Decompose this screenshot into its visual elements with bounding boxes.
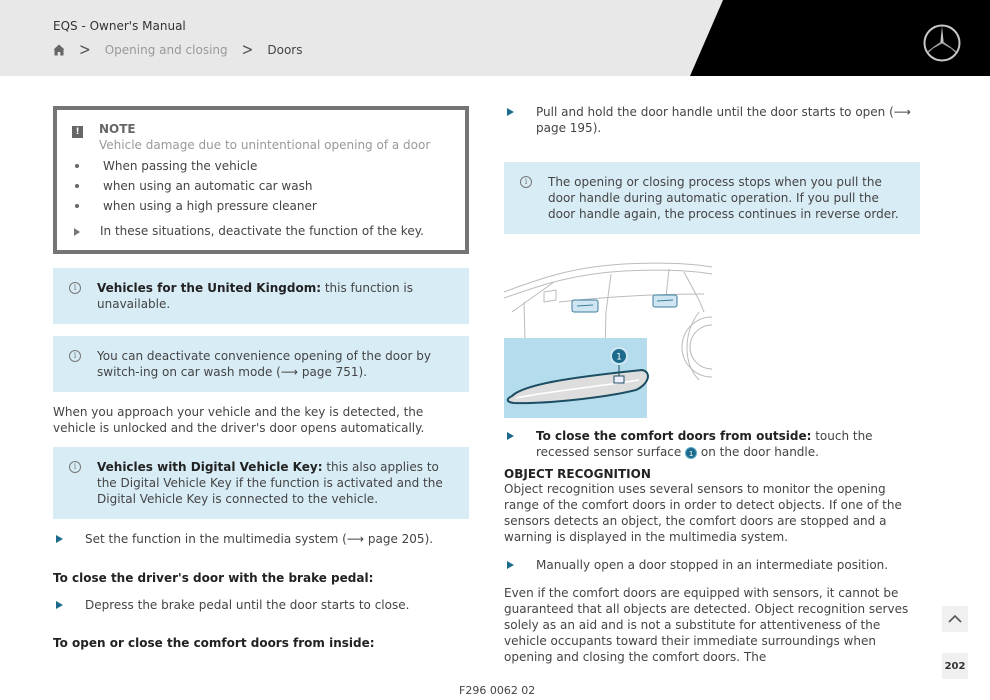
object-recognition-paragraph: Object recognition uses several sensors to monitor the opening range of the comfort doors in order to detect objects. If one of the sensors detects an object, the comfort doors are stopped and a warning is displayed in the multimedia system.	[504, 482, 902, 544]
note-box	[53, 106, 469, 254]
step-brake: Depress the brake pedal until the door starts to close.	[53, 597, 469, 613]
step-close-from-outside: To close the comfort doors from outside: touch the recessed sensor surface 1 on the door handle.	[504, 428, 920, 460]
info-box-uk: i Vehicles for the United Kingdom: this function is unavailable.	[53, 268, 469, 324]
info-icon: i	[69, 461, 81, 473]
approach-paragraph: When you approach your vehicle and the key is detected, the vehicle is unlocked and the driver's door opens automatically.	[53, 405, 425, 435]
note-title: NOTE	[99, 122, 136, 136]
step-arrow-icon	[74, 228, 80, 236]
breadcrumb-doors: Doors	[267, 43, 303, 57]
bullet-dot-icon	[75, 164, 79, 168]
step-pull-handle: Pull and hold the door handle until the door starts to open (⟶ page 195).	[504, 104, 920, 136]
mercedes-star-logo	[922, 23, 962, 63]
sensor-callout-icon: 1	[685, 447, 697, 459]
page-header	[0, 0, 990, 76]
step-arrow-icon	[56, 535, 63, 543]
bullet-dot-icon	[75, 204, 79, 208]
step-arrow-icon	[507, 108, 514, 116]
step-arrow-icon	[507, 432, 514, 440]
step-arrow-icon	[507, 561, 514, 569]
heading-object-recognition: OBJECT RECOGNITION	[504, 467, 651, 481]
bullet-dot-icon	[75, 184, 79, 188]
list-item: when using a high pressure cleaner	[72, 196, 451, 216]
step-arrow-icon	[56, 601, 63, 609]
scroll-to-top-button[interactable]	[942, 606, 968, 632]
right-column	[504, 104, 920, 665]
note-action: In these situations, deactivate the function of the key.	[72, 224, 451, 238]
step-manual-open: Manually open a door stopped in an intermediate position.	[504, 557, 920, 573]
heading-comfort-doors-inside: To open or close the comfort doors from inside:	[53, 636, 375, 650]
note-subtitle: Vehicle damage due to unintentional opening of a door	[99, 138, 431, 152]
info-icon: i	[69, 282, 81, 294]
svg-text:1: 1	[616, 352, 622, 363]
heading-brake-pedal: To close the driver's door with the brake pedal:	[53, 571, 374, 585]
info-icon: i	[520, 176, 532, 188]
guarantee-paragraph: Even if the comfort doors are equipped with sensors, it cannot be guaranteed that all objects are detected. Object recognition serves solely as an aid and is not a substitute for attentiveness of the vehicle occupants toward their immediate surroundings when opening and closing the comfort doors. The	[504, 586, 909, 664]
figure-code: F296 0062 02	[459, 684, 536, 697]
breadcrumb-opening-and-closing[interactable]: Opening and closing	[104, 43, 228, 57]
breadcrumb	[53, 42, 302, 58]
chevron-right-icon: >	[241, 40, 254, 60]
document-title: EQS - Owner's Manual	[53, 19, 186, 33]
page-number-button[interactable]: 202	[942, 653, 968, 679]
door-handle-figure	[504, 252, 712, 418]
info-text: You can deactivate convenience opening of the door by switch-ing on car wash mode (⟶ page 751).	[97, 349, 431, 379]
note-bullet-list	[72, 156, 451, 216]
warning-icon: !	[72, 126, 83, 138]
info-box-digital-key: i Vehicles with Digital Vehicle Key: this also applies to the Digital Vehicle Key if the function is activated and the Digital Vehicle Key is connected to the vehicle.	[53, 447, 469, 519]
info-box-car-wash	[53, 336, 469, 392]
left-column	[53, 106, 469, 650]
chevron-right-icon: >	[79, 40, 91, 60]
info-box-process: i The opening or closing process stops when you pull the door handle during automatic operation. If you pull the door handle again, the process continues in reverse order.	[504, 162, 920, 234]
step-set-function: Set the function in the multimedia system (⟶ page 205).	[53, 531, 469, 547]
home-icon[interactable]	[53, 44, 65, 56]
list-item: when using an automatic car wash	[72, 176, 451, 196]
list-item: When passing the vehicle	[72, 156, 451, 176]
chevron-up-icon	[948, 615, 962, 623]
car-door-illustration	[504, 252, 712, 418]
info-icon: i	[69, 350, 81, 362]
